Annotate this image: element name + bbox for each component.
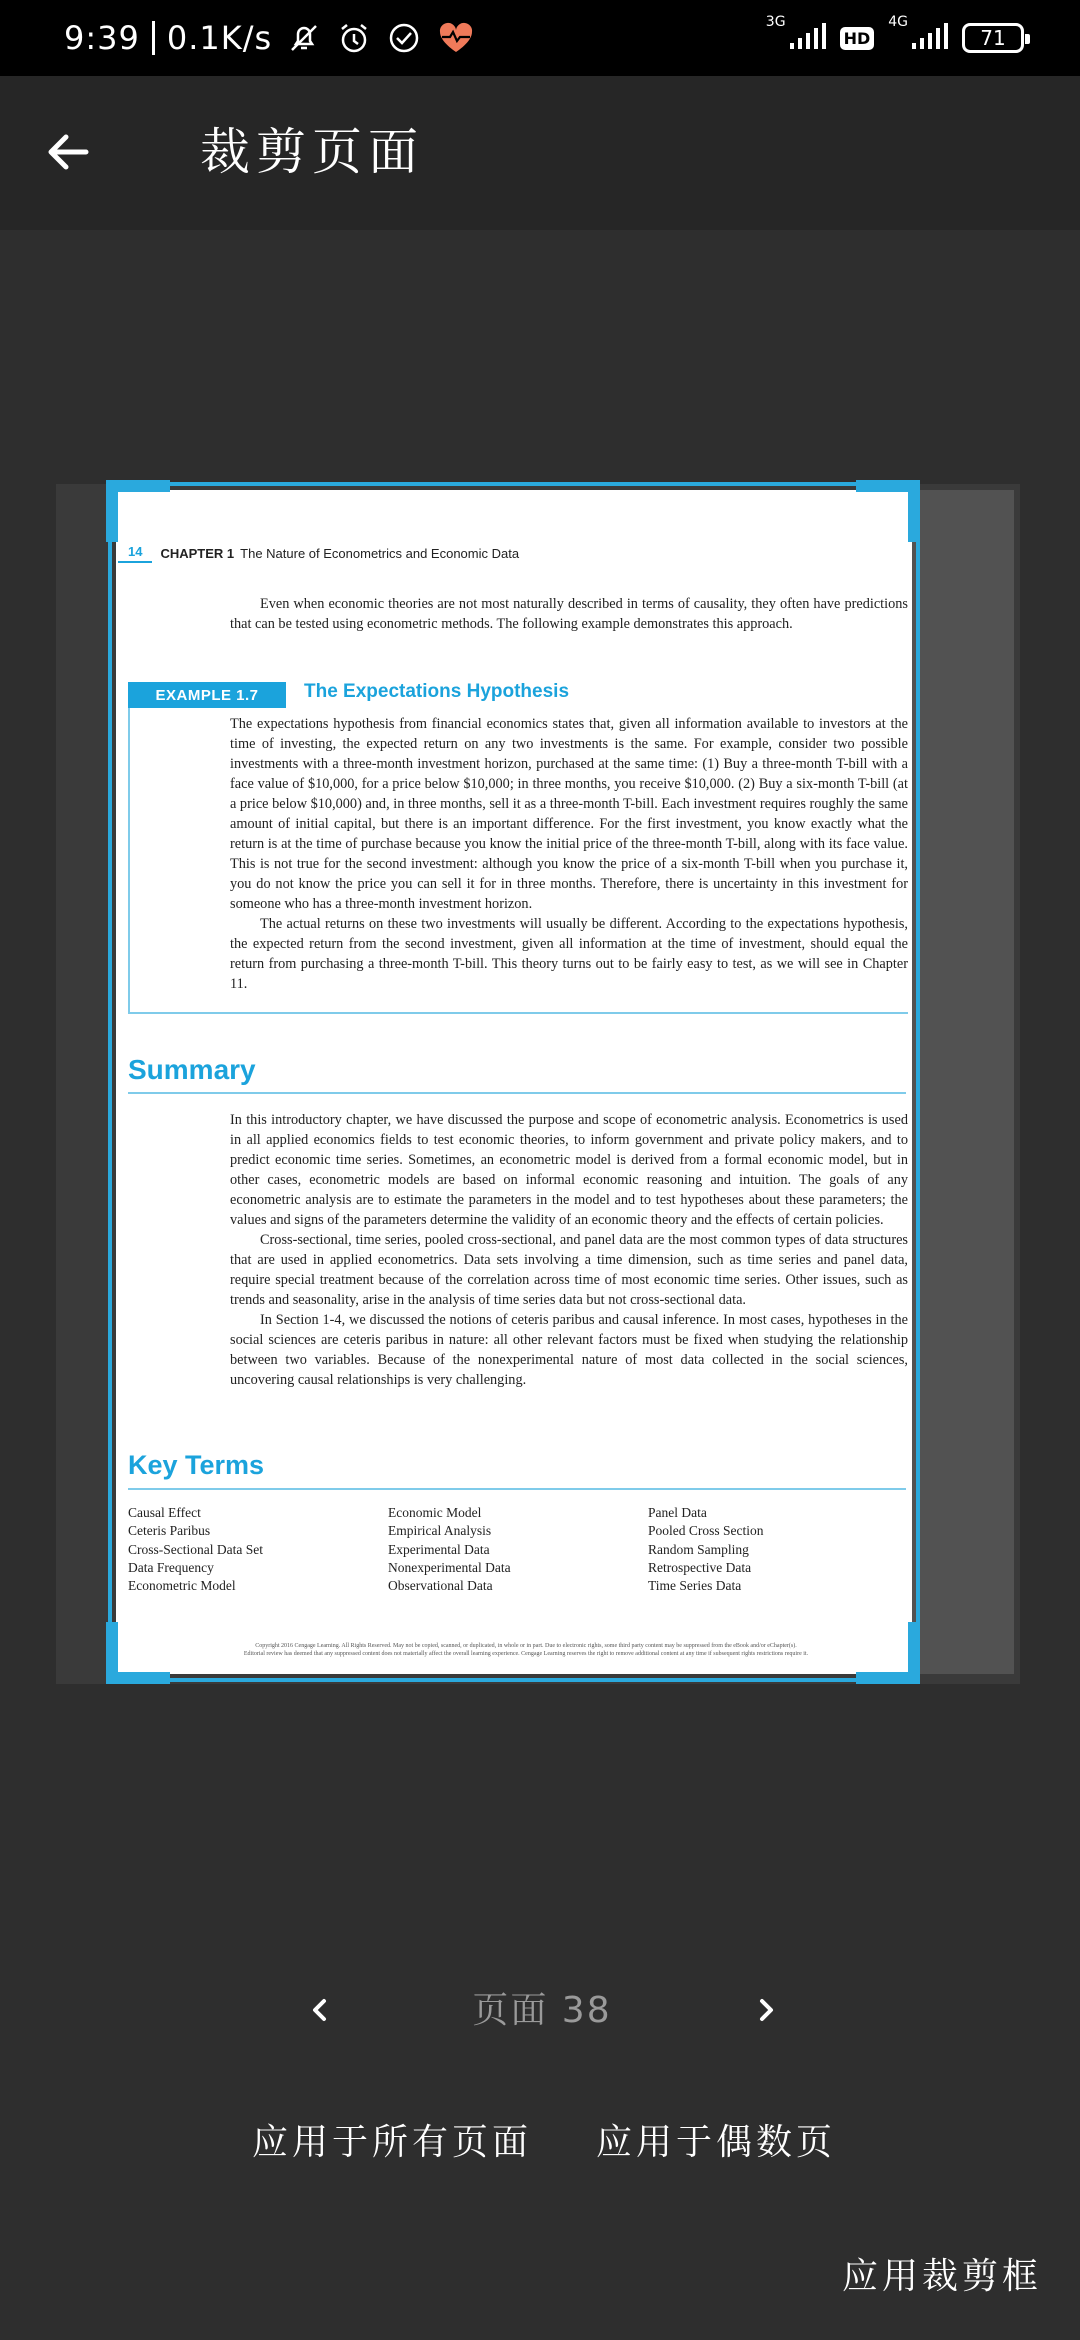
- app-header: [0, 76, 1080, 230]
- key-term: Experimental Data: [388, 1541, 490, 1557]
- chapter-label: CHAPTER 1: [160, 546, 235, 561]
- key-term: Causal Effect: [128, 1505, 201, 1520]
- chapter-title: The Nature of Econometrics and Economic Data: [240, 546, 520, 561]
- previous-page-button[interactable]: [290, 1980, 350, 2040]
- key-term: Panel Data: [648, 1505, 707, 1520]
- key-term: Cross-Sectional Data Set: [128, 1541, 263, 1557]
- apply-all-pages-button[interactable]: 应用于所有页面: [252, 2122, 533, 2163]
- arrow-left-icon: [42, 126, 94, 178]
- network-3g-label: 3G: [765, 14, 786, 30]
- example-paragraph-1: The expectations hypothesis from financial economics states that, given all information available to investors at the time of investing, the expected return on any two investments is the same. For example, consider two possible investments with a three-month investment horizon, purchased at the same time: (1) Buy a three-month T-bill with a face value of $10,000, for a price below $10,000; in three months, you receive $10,000. (2) Buy a six-month T-bill (at a price below $10,000) and, in three months, sell it as a three-month T-bill. Each investment requires roughly the same amount of initial capital, but there is an important difference. For the first investment, you know exactly what the return is at the time of purchase because you know the initial price of the three-month T-bill, along with its face value. This is not true for the second investment: although you know the price of a six-month T-bill when you purchase it, you do not know the price you can sell it for in three months. Therefore, there is uncertainty in this investment for someone who has a three-month investment horizon.: [230, 716, 908, 912]
- crop-handle-bottom-left-vertical[interactable]: [106, 1622, 118, 1684]
- key-term: Ceteris Paribus: [128, 1523, 211, 1539]
- key-term: Data Frequency: [128, 1559, 214, 1575]
- heart-pulse-icon: [436, 20, 476, 56]
- status-left: [64, 0, 476, 76]
- example-paragraph-2: The actual returns on these two investments will usually be different. According to the expectations hypothesis, the expected return from the second investment, given all information at the time of investment, should equal the return from purchasing a three-month T-bill. This theory turns out to be fairly easy to test, as we will see in Chapter 11.: [230, 916, 908, 992]
- key-term: Random Sampling: [648, 1541, 749, 1557]
- key-term: Retrospective Data: [648, 1559, 752, 1575]
- apply-crop-button[interactable]: 应用裁剪框: [842, 2256, 1043, 2297]
- key-term: Econometric Model: [128, 1578, 236, 1594]
- crop-handle-bottom-right-vertical[interactable]: [908, 1622, 920, 1684]
- status-speed: 0.1K/s: [166, 19, 273, 57]
- summary-paragraph-3: In Section 1-4, we discussed the notions of ceteris paribus and causal inference. In most cases, hypotheses in the social sciences are ceteris paribus in nature: all other relevant factors must be fixed when studying the relationship between two variables. Because of the nonexperimental nature of most data collected in the social sciences, uncovering causal relationships is very challenging.: [230, 1312, 908, 1388]
- chevron-right-icon: [751, 1995, 781, 2025]
- hd-badge: HD: [840, 27, 875, 50]
- page-number: 14: [118, 544, 152, 563]
- summary-heading: Summary: [128, 1054, 256, 1085]
- footer-line-1: Copyright 2016 Cengage Learning. All Rights Reserved. May not be copied, scanned, or duplicated, in whole or in part. Due to electronic rights, some third party content may be suppressed from the eBook and/or eChapter(s).: [255, 1643, 797, 1649]
- key-term: Nonexperimental Data: [388, 1559, 511, 1575]
- alarm-icon: [336, 20, 372, 56]
- key-term: Observational Data: [388, 1578, 493, 1594]
- check-circle-icon: [386, 20, 422, 56]
- status-right: [766, 0, 1024, 76]
- summary-paragraph-2: Cross-sectional, time series, pooled cross-sectional, and panel data are the most common types of data structures that are used in applied econometrics. Data sets involving a time dimension, such as time series and panel data, require special treatment because of the correlation across time of most economic time series. Other issues, such as trends and seasonality, arise in the analysis of time series data but not cross-sectional data.: [230, 1232, 908, 1308]
- apply-even-pages-button[interactable]: 应用于偶数页: [596, 2122, 837, 2163]
- intro-text: Even when economic theories are not most naturally described in terms of causality, they often have predictions that can be tested using econometric methods. The following example demonstrates this approach.: [230, 596, 908, 632]
- signal-icon: [910, 21, 948, 55]
- mute-icon: [286, 20, 322, 56]
- battery-indicator: 71: [962, 23, 1024, 53]
- page-indicator: 页面 38: [472, 1990, 612, 2031]
- key-term: Empirical Analysis: [388, 1523, 492, 1539]
- crop-handle-top-right-vertical[interactable]: [908, 480, 920, 542]
- network-4g-label: 4G: [888, 14, 908, 30]
- key-term: Pooled Cross Section: [648, 1523, 764, 1539]
- footer-line-2: Editorial review has deemed that any suppressed content does not materially affect the overall learning experience. Cengage Learning reserves the right to remove additional content at any time if subsequent rights restrictions require it.: [243, 1651, 809, 1657]
- key-term: Time Series Data: [648, 1578, 742, 1594]
- status-bar: [0, 0, 1080, 76]
- chevron-left-icon: [305, 1995, 335, 2025]
- status-separator: [152, 21, 155, 55]
- back-button[interactable]: [36, 120, 100, 184]
- crop-handle-top-left-vertical[interactable]: [106, 480, 118, 542]
- page-title: 裁剪页面: [200, 123, 424, 181]
- signal-icon: [788, 21, 826, 55]
- next-page-button[interactable]: [736, 1980, 796, 2040]
- summary-paragraph-1: In this introductory chapter, we have discussed the purpose and scope of econometric analysis. Econometrics is used in all applied economics fields to test economic theories, to inform government and private policy makers, and to predict economic time series. Sometimes, an econometric model is derived from a formal economic model, but in other cases, econometric models are based on informal economic reasoning and intuition. The goals of any econometric analysis are to estimate the parameters in the model and to test hypotheses about these parameters; the values and signs of the parameters determine the validity of an economic theory and the effects of certain policies.: [230, 1112, 908, 1228]
- status-time: 9:39: [64, 19, 140, 57]
- preview-margin-shade: [904, 490, 1014, 1674]
- example-tag: EXAMPLE 1.7: [128, 682, 286, 708]
- example-title: The Expectations Hypothesis: [304, 681, 570, 702]
- crop-frame[interactable]: [108, 482, 920, 1682]
- key-term: Economic Model: [388, 1505, 482, 1520]
- key-terms-heading: Key Terms: [128, 1450, 265, 1480]
- page-navigator: [0, 1970, 1080, 2050]
